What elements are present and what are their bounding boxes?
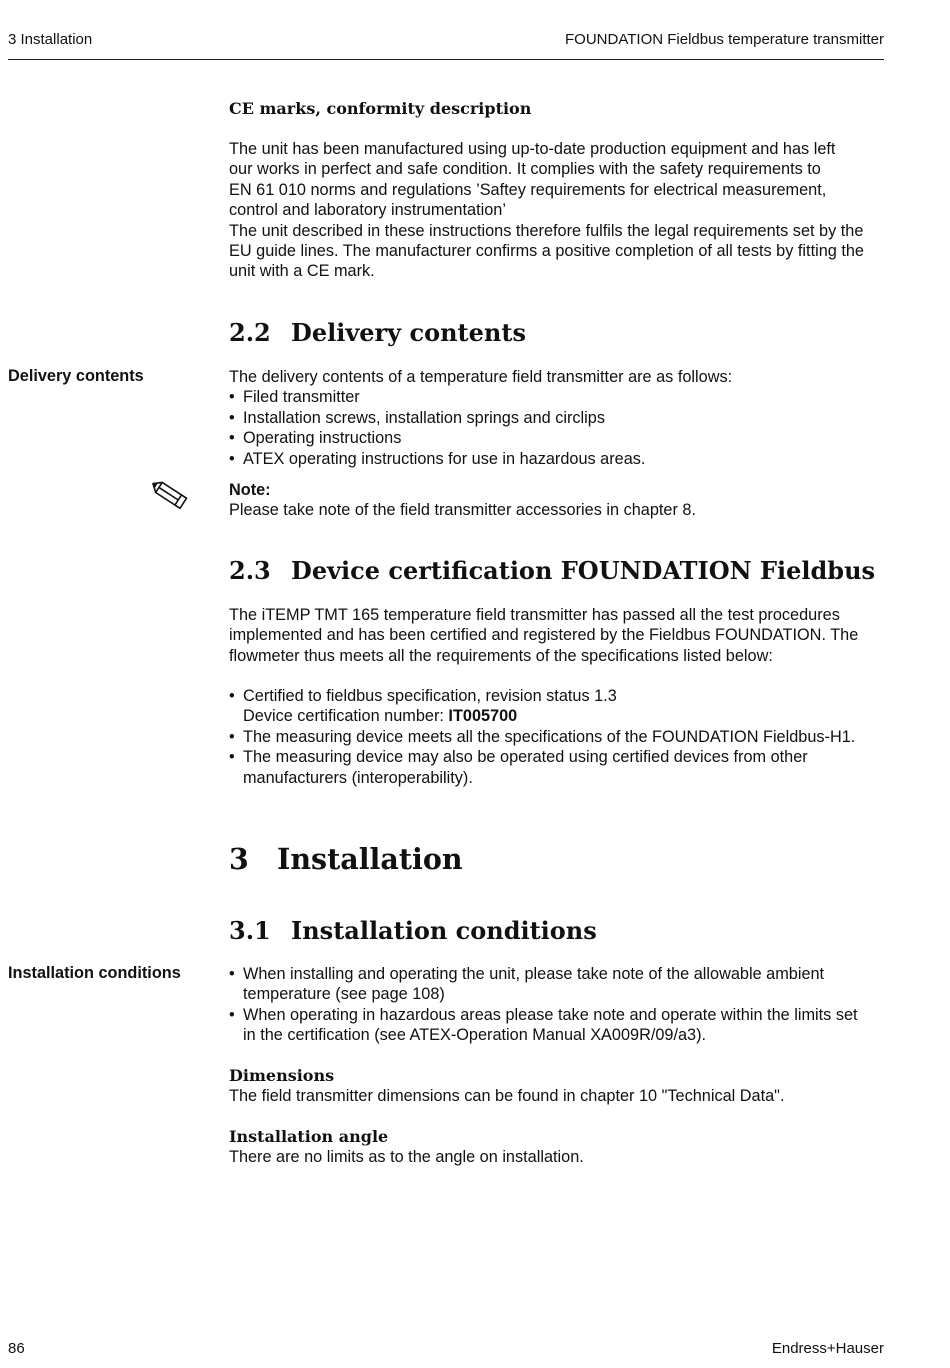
- list-item: • Installation screws, installation springs and circlips: [229, 408, 889, 428]
- brand-logo-text: Endress+Hauser: [771, 1340, 884, 1357]
- cert-item-line: manufacturers (interoperability).: [243, 768, 473, 787]
- section-title: Device certification FOUNDATION Fieldbus: [291, 556, 876, 585]
- dimensions-heading: Dimensions: [229, 1066, 335, 1085]
- installation-angle-heading: Installation angle: [229, 1127, 389, 1146]
- running-header-left: 3 Installation: [8, 31, 93, 48]
- dimensions-text: The field transmitter dimensions can be found in chapter 10 "Technical Data".: [229, 1087, 785, 1105]
- installation-angle-text: There are no limits as to the angle on installation.: [229, 1148, 584, 1166]
- install-item-line: When operating in hazardous areas please take note and operate within the limits set: [243, 1005, 858, 1024]
- cert-line: flowmeter thus meets all the requirements of the specifications listed below:: [229, 646, 773, 665]
- delivery-list: [229, 387, 889, 469]
- ce-line: unit with a CE mark.: [229, 262, 375, 281]
- list-item: [229, 686, 899, 727]
- pencil-icon: [144, 474, 194, 514]
- list-item: [229, 1005, 889, 1046]
- page-number: 86: [8, 1340, 25, 1357]
- list-item: • Filed transmitter: [229, 387, 889, 407]
- ce-line: EU guide lines. The manufacturer confirms a positive completion of all tests by fitting the: [229, 242, 864, 261]
- install-item-line: in the certification (see ATEX-Operation Manual XA009R/09/a3).: [243, 1026, 707, 1045]
- installation-list: [229, 964, 889, 1046]
- delivery-intro: The delivery contents of a temperature field transmitter are as follows:: [229, 368, 733, 386]
- install-item-line: temperature (see page 108): [243, 985, 445, 1004]
- ce-line: EN 61 010 norms and regulations ’Saftey requirements for electrical measurement,: [229, 180, 827, 199]
- chapter-title: Installation: [277, 842, 463, 876]
- section-title: Installation conditions: [291, 916, 597, 945]
- section-2-3-heading: [229, 556, 889, 585]
- install-item-line: When installing and operating the unit, please take note of the allowable ambient: [243, 965, 825, 983]
- list-item: • ATEX operating instructions for use in hazardous areas.: [229, 449, 889, 469]
- margin-label-delivery-contents: Delivery contents: [8, 367, 144, 385]
- cert-item-line: Certified to fieldbus specification, revision status 1.3: [243, 687, 617, 705]
- chapter-number: 3: [229, 842, 249, 876]
- note-block: [229, 480, 889, 521]
- list-item: [229, 747, 899, 788]
- margin-label-installation-conditions: Installation conditions: [8, 964, 181, 982]
- cert-line: The iTEMP TMT 165 temperature field transmitter has passed all the test procedures: [229, 606, 840, 624]
- list-item: • The measuring device meets all the specifications of the FOUNDATION Fieldbus-H1.: [229, 727, 899, 747]
- cert-number-prefix: Device certification number:: [243, 707, 449, 726]
- certification-paragraph: [229, 605, 889, 666]
- list-item: [229, 964, 889, 1005]
- cert-number: IT005700: [448, 707, 518, 726]
- certification-list-block: [229, 686, 899, 788]
- section-number: 3.1: [229, 916, 271, 945]
- certification-list: [229, 686, 899, 788]
- installation-conditions-list-block: [229, 964, 889, 1046]
- section-number: 2.2: [229, 318, 271, 347]
- running-header-right: FOUNDATION Fieldbus temperature transmitter: [565, 31, 884, 48]
- header-rule: [8, 59, 884, 60]
- section-number: 2.3: [229, 556, 271, 585]
- section-3-1-heading: [229, 916, 889, 945]
- cert-item-line: The measuring device may also be operated using certified devices from other: [243, 748, 808, 767]
- cert-line: implemented and has been certified and registered by the Fieldbus FOUNDATION. The: [229, 626, 859, 645]
- ce-line: The unit described in these instructions therefore fulfils the legal requirements set by the: [229, 221, 864, 240]
- ce-line: our works in perfect and safe condition. It complies with the safety requirements to: [229, 160, 821, 179]
- ce-heading: CE marks, conformity description: [229, 99, 532, 118]
- delivery-contents-block: [229, 367, 889, 469]
- ce-line: control and laboratory instrumentation’: [229, 201, 506, 220]
- list-item: • Operating instructions: [229, 428, 889, 448]
- chapter-3-heading: [229, 842, 889, 876]
- note-label: Note:: [229, 481, 271, 499]
- ce-line: The unit has been manufactured using up-to-date production equipment and has left: [229, 140, 836, 158]
- ce-paragraph: [229, 139, 889, 282]
- section-2-2-heading: [229, 318, 889, 347]
- note-text: Please take note of the field transmitter accessories in chapter 8.: [229, 501, 696, 520]
- section-title: Delivery contents: [291, 318, 526, 347]
